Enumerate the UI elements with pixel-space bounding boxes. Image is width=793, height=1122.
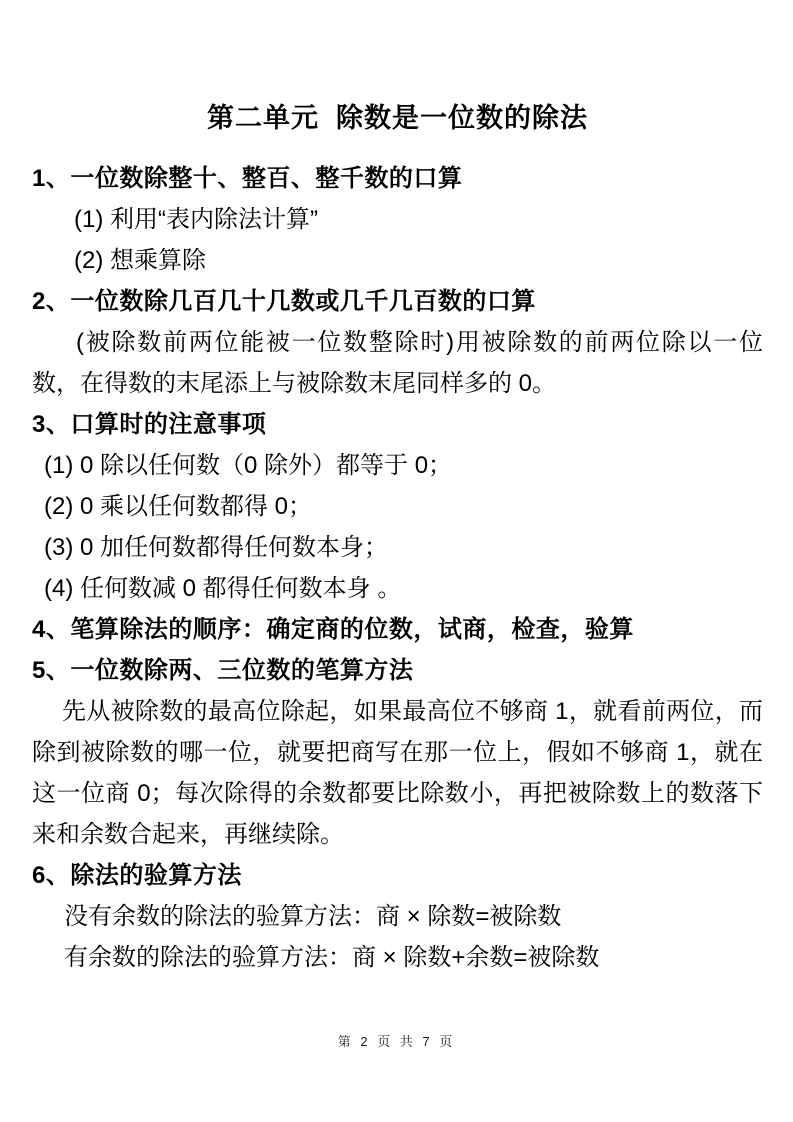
section-4-heading: 4、笔算除法的顺序：确定商的位数，试商，检查，验算 xyxy=(32,616,634,643)
list-item: (4) 任何数减 0 都得任何数本身 。 xyxy=(44,575,402,602)
section-3-heading: 3、口算时的注意事项 xyxy=(32,411,267,438)
section-2-heading: 2、一位数除几百几十几数或几千几百数的口算 xyxy=(32,288,536,315)
list-item: (2) 想乘算除 xyxy=(74,247,206,274)
section-5-heading: 5、一位数除两、三位数的笔算方法 xyxy=(32,657,414,684)
section-2-paragraph: (被除数前两位能被一位数整除时)用被除数的前两位除以一位数，在得数的末尾添上与被除数末尾同样多的 0。 xyxy=(32,329,763,397)
list-item: (3) 0 加任何数都得任何数本身； xyxy=(44,534,389,561)
list-item: (2) 0 乘以任何数都得 0； xyxy=(44,493,313,520)
page-title: 第二单元 除数是一位数的除法 xyxy=(206,103,588,133)
list-item: (1) 利用“表内除法计算” xyxy=(74,206,318,233)
list-item: 没有余数的除法的验算方法：商 × 除数=被除数 xyxy=(64,903,562,930)
list-item: (1) 0 除以任何数（0 除外）都等于 0； xyxy=(44,452,453,479)
list-item: 有余数的除法的验算方法：商 × 除数+余数=被除数 xyxy=(64,944,600,971)
section-5-paragraph: 先从被除数的最高位除起，如果最高位不够商 1，就看前两位，而除到被除数的哪一位，就要把商写在那一位上，假如不够商 1，就在这一位商 0；每次除得的余数都要比除数小，再把被除数上的数落下来和余数合起来，再继续除。 xyxy=(32,698,763,848)
section-6-heading: 6、除法的验算方法 xyxy=(32,862,242,889)
page-number: 第 2 页 共 7 页 xyxy=(337,1034,456,1049)
section-1-heading: 1、一位数除整十、整百、整千数的口算 xyxy=(32,165,463,192)
